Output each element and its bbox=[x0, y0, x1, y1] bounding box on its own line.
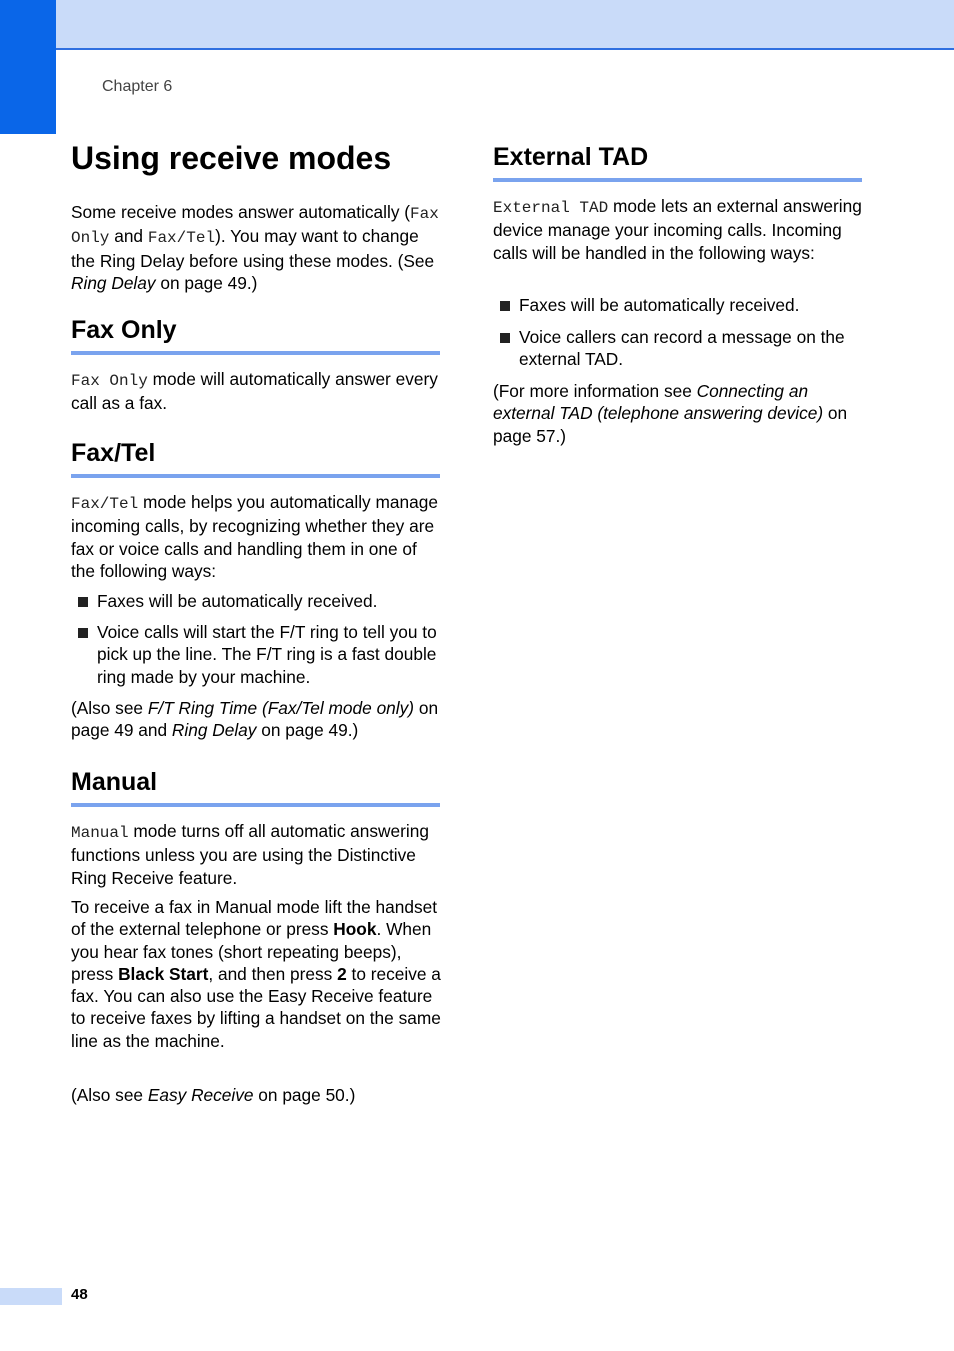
fax-only-paragraph: Fax Only mode will automatically answer every call as a fax. bbox=[71, 369, 438, 414]
external-tad-paragraph: External TAD mode lets an external answering device manage your incoming calls. Incoming calls will be handled in the following ways: bbox=[493, 196, 862, 263]
chapter-tab bbox=[0, 0, 56, 134]
bullet-square-icon bbox=[78, 597, 88, 607]
bullet-square-icon bbox=[78, 628, 88, 638]
heading-external-tad: External TAD bbox=[493, 143, 862, 182]
manual-paragraph-2: To receive a fax in Manual mode lift the handset of the external telephone or press Hook. When you hear fax tones (short repeating beeps), press Black Start, and then press 2 to receive a fax. You can also use the Easy Receive feature to receive faxes by lifting a handset on the same line as the machine. bbox=[71, 897, 441, 1051]
list-item: Voice calls will start the F/T ring to tell you to pick up the line. The F/T ring is a fast double ring made by your machine. bbox=[71, 621, 447, 688]
bullet-square-icon bbox=[500, 301, 510, 311]
list-item: Voice callers can record a message on the external TAD. bbox=[493, 326, 869, 371]
fax-tel-note: (Also see F/T Ring Time (Fax/Tel mode only) on page 49 and Ring Delay on page 49.) bbox=[71, 698, 439, 741]
header-band bbox=[56, 0, 954, 50]
external-tad-note: (For more information see Connecting an external TAD (telephone answering device) on page 57.) bbox=[493, 381, 848, 446]
heading-fax-tel: Fax/Tel bbox=[71, 439, 440, 478]
heading-manual: Manual bbox=[71, 768, 440, 807]
fax-tel-paragraph: Fax/Tel mode helps you automatically manage incoming calls, by recognizing whether they are fax or voice calls and handling them in one of the following ways: bbox=[71, 492, 438, 581]
manual-note: (Also see Easy Receive on page 50.) bbox=[71, 1085, 356, 1105]
intro-paragraph: Some receive modes answer automatically (Fax Only and Fax/Tel). You may want to change the Ring Delay before using these modes. (See Ring Delay on page 49.) bbox=[71, 202, 439, 293]
list-item: Faxes will be automatically received. bbox=[71, 590, 447, 612]
heading-fax-only: Fax Only bbox=[71, 316, 440, 355]
footer-band bbox=[0, 1288, 62, 1305]
bullet-square-icon bbox=[500, 333, 510, 343]
page-title: Using receive modes bbox=[71, 140, 392, 176]
manual-paragraph-1: Manual mode turns off all automatic answering functions unless you are using the Distinctive Ring Receive feature. bbox=[71, 821, 429, 888]
list-item: Faxes will be automatically received. bbox=[493, 294, 869, 316]
chapter-label: Chapter 6 bbox=[102, 78, 173, 95]
page-number: 48 bbox=[71, 1286, 88, 1303]
